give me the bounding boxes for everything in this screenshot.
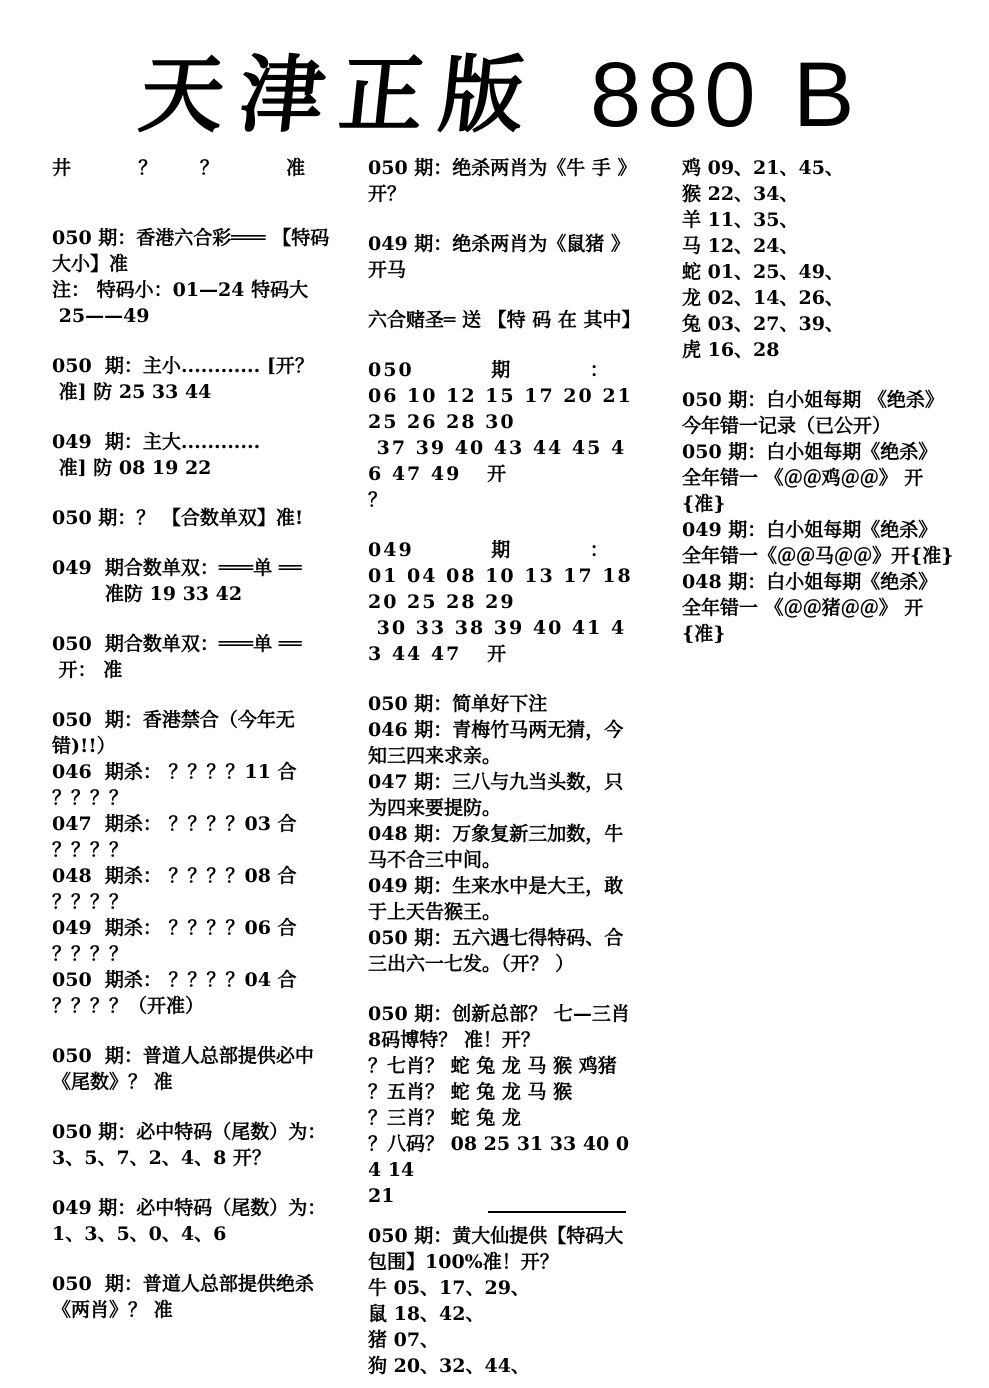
text-block: 049 期：主大............ 准] 防 08 19 22 — [52, 431, 261, 479]
text-block: 050 期：普道人总部提供绝杀《两肖》？ 准 — [52, 1273, 314, 1321]
zodiac-list: 鸡 09、21、45、 猴 22、34、 羊 11、35、 马 12、24、 蛇 01、25、49、 龙 02、14、26、 兔 03、27、39、 虎 16、28 — [682, 157, 844, 361]
text-block: 050 期：香港六合彩═══ 【特码大小】准 注： 特码小：01—24 特码大 25——49 — [52, 227, 330, 327]
text-block: 050 期：必中特码（尾数）为： 3、5、7、2、4、8 开？ — [52, 1121, 327, 1169]
text-block: 050 期：香港禁合（今年无错)!!） 046 期杀： ？？？？11 合 ？？？？ 047 期杀： ？？？？03 合 ？？？？ 048 期杀： ？？？？08 合 ？？？？ 049 期杀： ？？？？06 合 ？？？？ 050 期杀： ？？？？04 合 ？？？？（开准） — [52, 709, 297, 1017]
column-right — [682, 155, 954, 647]
number-block: 049 期 ： 01 04 08 10 13 17 18 20 25 28 29 30 33 38 39 40 41 43 44 47 开 — [368, 539, 633, 665]
text-block: 050 期合数单双：═══单 ══ 开： 准 — [52, 633, 302, 681]
column-middle — [368, 155, 640, 1379]
text-block: 050 期：简单好下注 046 期：青梅竹马两无猜，今知三四来求亲。 047 期：三八与九当头数，只为四来要提防。 048 期：万象复新三加数，牛马不合三中间。 049 期：生来水中是大王，敢于上天告猴王。 050 期：五六遇七得特码、合三出六一七发。（开？ ） — [368, 693, 624, 975]
text-block: 049 期：必中特码（尾数）为： 1、3、5、0、4、6 — [52, 1197, 327, 1245]
text-block: 050 期：白小姐每期 《绝杀》今年错一记录（已公开） 050 期：白小姐每期《绝杀》全年错一 《＠＠鸡＠＠》 开{准} 049 期：白小姐每期《绝杀》全年错一《＠＠马＠＠》开{准} 048 期：白小姐每期《绝杀》全年错一 《＠＠猪＠＠》 开{准} — [682, 389, 954, 645]
text-block: 六合赌圣═ 送 【特 码 在 其中】 — [368, 309, 641, 331]
text-block: 049 期合数单双：═══单 ══ 准防 19 33 42 — [52, 557, 302, 605]
text-block: 049 期：绝杀两肖为《鼠猪 》开马 — [368, 233, 630, 281]
title-number: 880 B — [590, 44, 861, 146]
text-block: 050 期：黄大仙提供【特码大包围】100%准！开？ 牛 05、17、29、 鼠 18、42、 猪 07、 狗 20、32、44、 — [368, 1225, 624, 1377]
text-block: 050 期：？ 【合数单双】准! — [52, 507, 304, 529]
title-chinese: 天津正版 — [134, 45, 546, 144]
number-block: 050 期 ： 06 10 12 15 17 20 21 25 26 28 30 37 39 40 43 44 45 46 47 49 开 ？ — [368, 359, 633, 511]
text-block: 050 期：主小............ [开？ 准] 防 25 33 44 — [52, 355, 314, 403]
text-block: 井 ？ ？ 准 — [52, 157, 324, 179]
text-block: 050 期：普道人总部提供必中《尾数》？ 准 — [52, 1045, 314, 1093]
column-left — [52, 155, 330, 1323]
text-block: 050 期：绝杀两肖为《牛 手 》开？ — [368, 157, 637, 205]
page-title — [0, 40, 989, 150]
text-block: 050 期：创新总部？ 七—三肖 8码博特？ 准！开？ ？七肖？ 蛇 兔 龙 马 猴 鸡猪 ？五肖？ 蛇 兔 龙 马 猴 ？三肖？ 蛇 兔 龙 ？八码？ 08 25 31 33 40 04 14 21 — [368, 1003, 630, 1207]
divider-line — [488, 1211, 626, 1213]
